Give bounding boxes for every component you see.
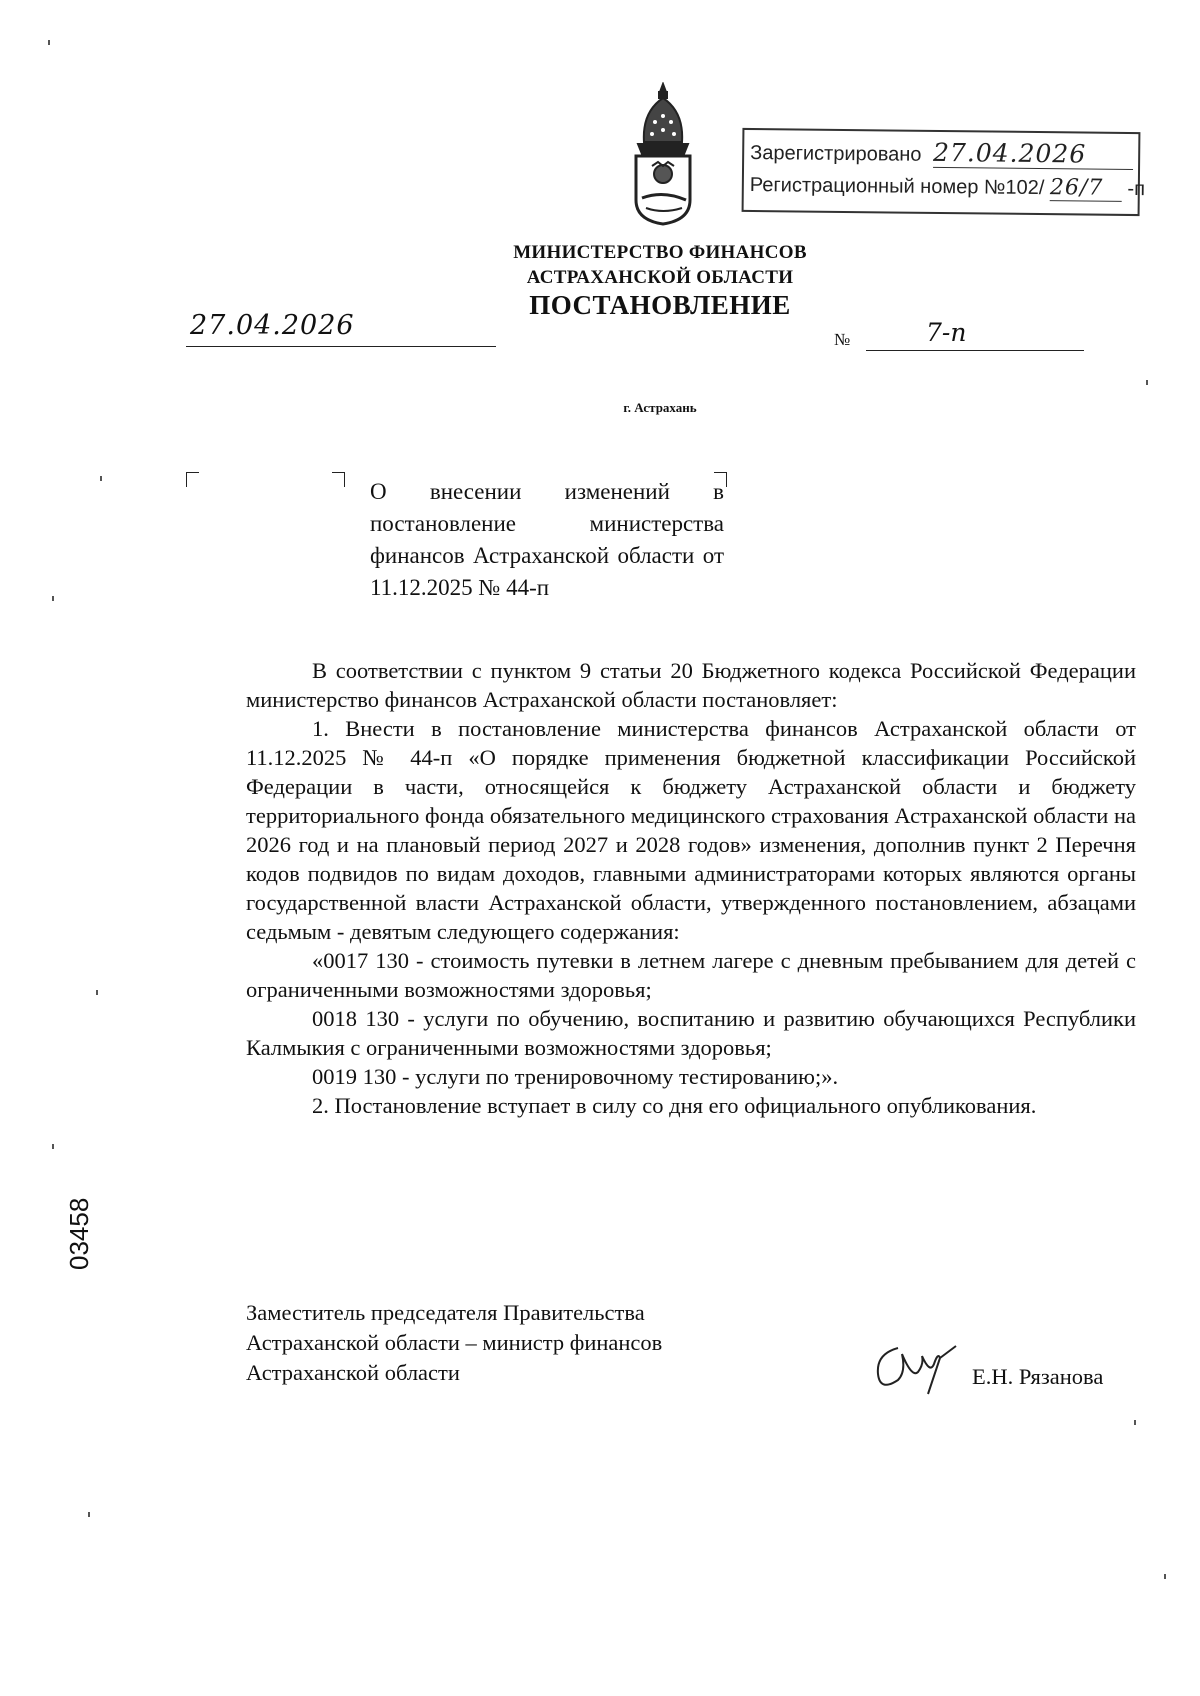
document-date-field — [186, 310, 496, 347]
signatory-name: Е.Н. Рязанова — [972, 1364, 1104, 1389]
stamp-number-label: Регистрационный номер №102/ — [749, 173, 1045, 200]
document-type: ПОСТАНОВЛЕНИЕ — [529, 290, 791, 320]
scan-speck — [1134, 1420, 1136, 1425]
document-subject: О внесении изменений в постановление министерства финансов Астраханской области от 11.12.2025 № 44-п — [370, 479, 724, 600]
stamp-number-suffix: -п — [1127, 177, 1146, 201]
body-item-1: 1. Внести в постановление министерства финансов Астраханской области от 11.12.2025 № 44-п «О порядке применения бюджетной классификации Российской Федерации в части, относящейся к бюджету Астраханской области и бюджету территориального фонда обязательного медицинского страхования Астраханской области на 2026 год и на плановый период 2027 и 2028 годов» изменения, дополнив пункт 2 Перечня кодов подвидов по видам доходов, главными администраторами которых являются органы государственной власти Астраханской области, утвержденного постановлением, абзацами седьмым - девятым следующего содержания: — [246, 716, 1136, 944]
subject-corner-left — [186, 472, 199, 487]
ministry-line-1: МИНИСТЕРСТВО ФИНАНСОВ — [513, 242, 807, 263]
scan-speck — [96, 990, 98, 995]
stamp-number-handwritten: 26/7 — [1050, 175, 1122, 202]
document-date: 27.04.2026 — [190, 310, 355, 341]
scan-speck — [1146, 380, 1148, 385]
subject-corner-middle — [332, 472, 345, 487]
document-city: г. Астрахань — [623, 400, 697, 415]
scan-speck — [88, 1512, 90, 1517]
coat-of-arms-icon — [622, 82, 704, 226]
document-number-field — [866, 318, 1084, 351]
signatory-title — [246, 1298, 662, 1388]
document-body — [246, 656, 1136, 1120]
body-code-0019: 0019 130 - услуги по тренировочному тестированию;». — [312, 1064, 839, 1089]
scan-speck — [52, 1144, 54, 1149]
document-number-label: № — [834, 330, 851, 349]
body-code-0017: «0017 130 - стоимость путевки в летнем лагере с дневным пребыванием для детей с ограниченными возможностями здоровья; — [246, 948, 1136, 1002]
scan-speck — [52, 596, 54, 601]
stamp-row-registered — [750, 136, 1133, 170]
scan-speck — [48, 40, 50, 45]
stamp-registered-label: Зарегистрировано — [750, 142, 922, 166]
handwritten-signature — [868, 1334, 958, 1400]
side-margin-number: 03458 — [64, 1197, 94, 1270]
body-preamble: В соответствии с пунктом 9 статьи 20 Бюджетного кодекса Российской Федерации министерство финансов Астраханской области постановляет: — [246, 658, 1136, 712]
signatory-title-line-2: Астраханской области – министр финансов — [246, 1330, 663, 1355]
scan-speck — [1164, 1574, 1166, 1579]
stamp-row-number — [750, 172, 1145, 202]
stamp-registered-date: 27.04.2026 — [933, 138, 1133, 170]
signatory-title-line-3: Астраханской области — [246, 1360, 460, 1385]
ministry-line-2: АСТРАХАНСКОЙ ОБЛАСТИ — [526, 267, 794, 288]
body-code-0018: 0018 130 - услуги по обучению, воспитанию и развитию обучающихся Республики Калмыкия с ограниченными возможностями здоровья; — [246, 1006, 1136, 1060]
scan-speck — [100, 476, 102, 481]
document-number: 7-п — [926, 318, 967, 347]
body-item-2: 2. Постановление вступает в силу со дня его официального опубликования. — [312, 1093, 1037, 1118]
registration-stamp — [742, 128, 1146, 216]
signatory-title-line-1: Заместитель председателя Правительства — [246, 1300, 645, 1325]
ministry-name — [400, 240, 920, 290]
